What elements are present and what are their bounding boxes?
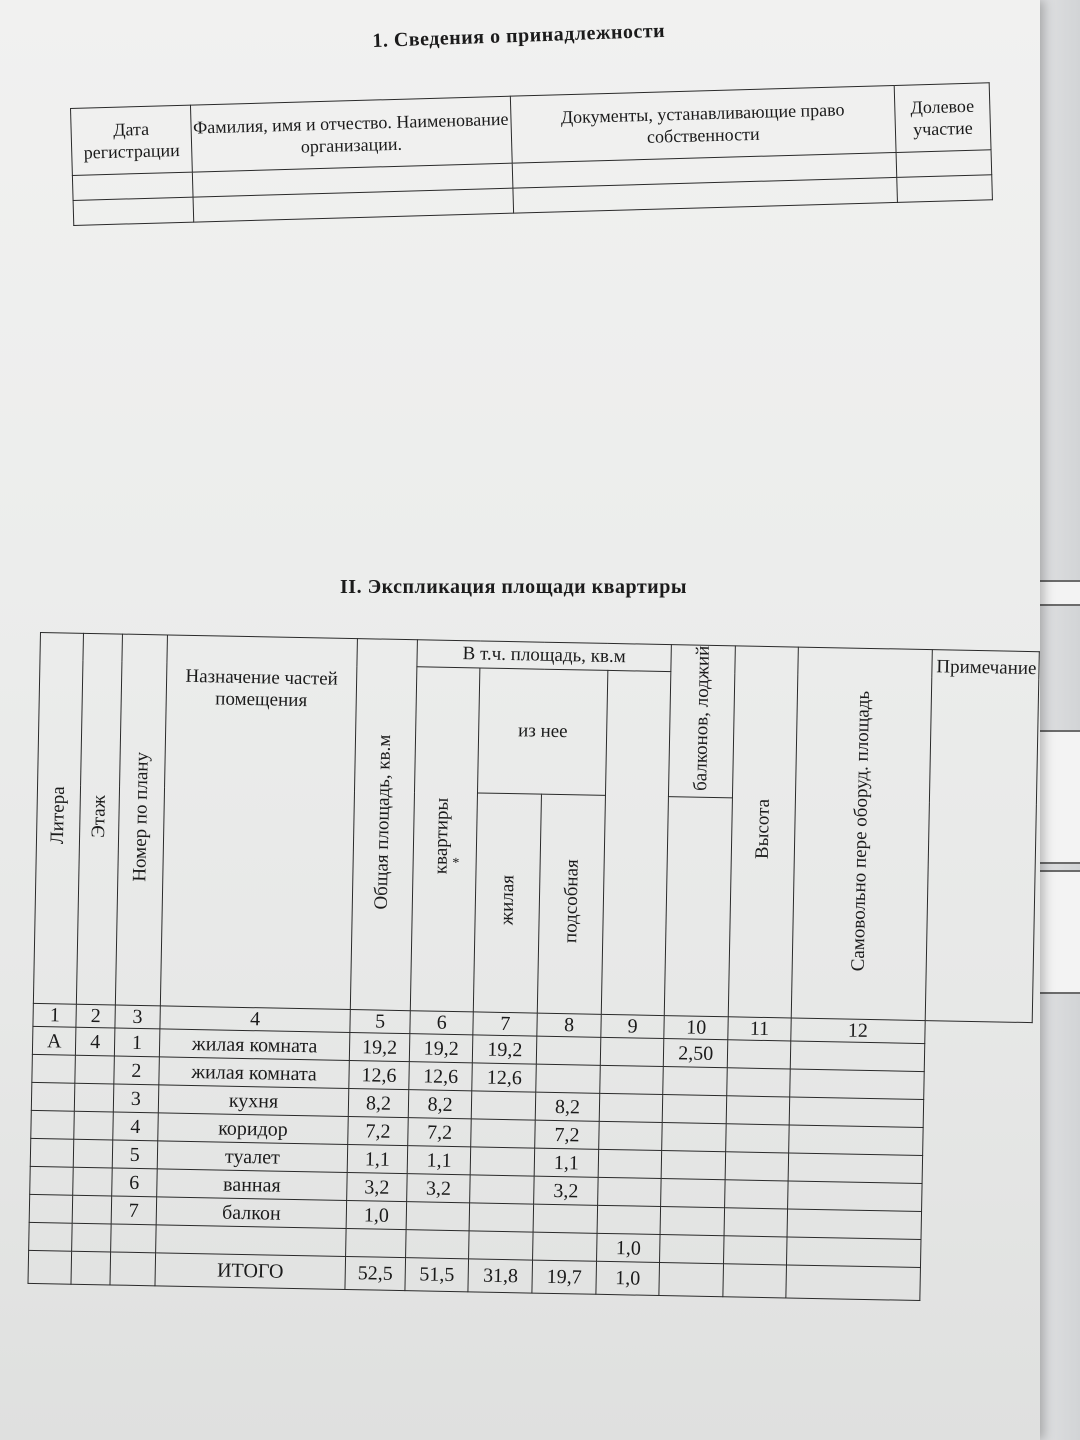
header-purpose: Назначение частей помещения xyxy=(160,635,357,1010)
cell-auxiliary-area xyxy=(533,1204,597,1233)
column-number: 2 xyxy=(76,1004,115,1028)
cell-auxiliary-area xyxy=(536,1036,600,1065)
cell-litera: А xyxy=(32,1027,76,1056)
cell-height xyxy=(662,1123,726,1152)
header-total-area: Общая площадь, кв.м xyxy=(350,639,417,1011)
cell-apartment-area xyxy=(405,1230,469,1259)
column-number: 6 xyxy=(410,1011,474,1035)
cell-litera xyxy=(32,1055,76,1084)
cell-plan-number: 3 xyxy=(113,1084,159,1113)
header-living-area: жилая xyxy=(474,793,542,1013)
cell-height xyxy=(661,1151,725,1180)
header-plan-number: Номер по плану xyxy=(115,634,167,1006)
cell-apartment-area: 8,2 xyxy=(408,1090,472,1119)
cell-balcony-area xyxy=(600,1038,664,1067)
cell-note xyxy=(786,1265,921,1301)
header-litera: Литера xyxy=(33,633,83,1005)
cell-unauthorized-area xyxy=(727,1068,790,1097)
cell-apartment-area: 12,6 xyxy=(409,1062,473,1091)
cell-plan-number xyxy=(110,1224,156,1253)
cell-balcony-area xyxy=(598,1150,662,1179)
total-label: ИТОГО xyxy=(155,1253,346,1290)
ownership-table xyxy=(70,82,993,226)
cell-living-area xyxy=(471,1147,535,1176)
column-number: 7 xyxy=(473,1012,537,1036)
cell-apartment-area: 7,2 xyxy=(407,1118,471,1147)
cell-living-area xyxy=(469,1231,533,1260)
cell-room-name: жилая комната xyxy=(159,1029,350,1061)
cell-balcony-area xyxy=(599,1094,663,1123)
cell-total-area: 8,2 xyxy=(348,1089,408,1118)
cell-floor xyxy=(75,1055,114,1084)
cell-room-name: туалет xyxy=(157,1141,348,1173)
cell-note xyxy=(787,1209,921,1240)
cell-note xyxy=(787,1181,921,1212)
cell-auxiliary-area: 8,2 xyxy=(535,1092,599,1121)
header-balconies: балконов, лоджий xyxy=(669,645,736,798)
section2-title: II. Экспликация площади квартиры xyxy=(340,576,687,598)
cell-height xyxy=(661,1179,725,1208)
cell-height xyxy=(659,1263,723,1297)
section1-title: 1. Сведения о принадлежности xyxy=(372,19,666,52)
cell-litera xyxy=(29,1223,73,1252)
header-incl-area: В т.ч. площадь, кв.м xyxy=(417,640,672,672)
total-balcony-area: 1,0 xyxy=(596,1262,660,1296)
cell-living-area xyxy=(470,1175,534,1204)
cell-floor xyxy=(74,1139,113,1168)
cell-unauthorized-area xyxy=(724,1236,787,1265)
column-number: 5 xyxy=(350,1010,410,1034)
cell-room-name: жилая комната xyxy=(159,1057,350,1089)
cell-total-area: 12,6 xyxy=(349,1061,409,1090)
header-floor: Этаж xyxy=(77,633,123,1005)
cell-living-area xyxy=(472,1091,536,1120)
cell-total-area: 3,2 xyxy=(347,1173,407,1202)
header-owner-name: Фамилия, имя и отчество. Наименование организации. xyxy=(190,96,511,172)
cell-total-area xyxy=(346,1229,406,1258)
header-apartment-area: квартиры* xyxy=(410,667,480,1012)
total-auxiliary-area: 19,7 xyxy=(532,1260,596,1294)
cell-unauthorized-area xyxy=(726,1096,789,1125)
total-area: 52,5 xyxy=(345,1257,405,1291)
cell-unauthorized-area xyxy=(727,1040,790,1069)
cell-floor xyxy=(72,1223,111,1252)
cell-living-area xyxy=(471,1119,535,1148)
cell-balcony-area xyxy=(597,1206,661,1235)
column-number: 1 xyxy=(33,1004,77,1028)
header-of-which: из нее xyxy=(478,668,608,796)
cell-plan-number: 1 xyxy=(114,1028,160,1057)
cell-living-area: 19,2 xyxy=(473,1035,537,1064)
cell-floor xyxy=(74,1111,113,1140)
header-ownership-documents: Документы, устанавливающие право собственности xyxy=(510,85,896,163)
cell-auxiliary-area: 3,2 xyxy=(534,1176,598,1205)
header-note: Примечание xyxy=(925,650,1039,1023)
cell-note xyxy=(788,1153,922,1184)
cell-total-area: 1,0 xyxy=(346,1201,406,1230)
cell-plan-number: 6 xyxy=(112,1168,158,1197)
header-registration-date: Дата регистрации xyxy=(71,105,193,175)
cell-balcony-area xyxy=(599,1122,663,1151)
cell-unauthorized-area xyxy=(725,1152,788,1181)
total-apartment-area: 51,5 xyxy=(405,1258,469,1292)
cell-litera xyxy=(30,1139,74,1168)
cell-auxiliary-area: 1,1 xyxy=(534,1148,598,1177)
area-explication-table xyxy=(27,632,1039,1303)
cell-living-area xyxy=(470,1203,534,1232)
cell-plan-number: 7 xyxy=(111,1196,157,1225)
header-share: Долевое участие xyxy=(894,83,991,153)
cell-litera xyxy=(28,1251,72,1285)
cell-total-area: 1,1 xyxy=(347,1145,407,1174)
cell-room-name: балкон xyxy=(156,1197,347,1229)
column-number: 10 xyxy=(664,1016,728,1040)
cell-plan-number: 5 xyxy=(112,1140,158,1169)
cell-note xyxy=(790,1041,924,1072)
cell-plan-number: 2 xyxy=(114,1056,160,1085)
header-height: Высота xyxy=(728,646,798,1018)
cell-floor xyxy=(75,1083,114,1112)
cell-plan-number xyxy=(110,1252,156,1286)
cell-litera xyxy=(31,1111,75,1140)
cell-room-name: коридор xyxy=(158,1113,349,1145)
column-number: 3 xyxy=(115,1005,160,1029)
cell-unauthorized-area xyxy=(726,1124,789,1153)
cell-apartment-area xyxy=(406,1202,470,1231)
total-living-area: 31,8 xyxy=(468,1259,532,1293)
cell-unauthorized-area xyxy=(725,1180,788,1209)
column-number: 4 xyxy=(160,1006,351,1033)
cell-height: 2,50 xyxy=(664,1039,728,1068)
cell-height xyxy=(660,1235,724,1264)
cell-litera xyxy=(31,1083,75,1112)
cell-living-area: 12,6 xyxy=(472,1063,536,1092)
cell-apartment-area: 1,1 xyxy=(407,1146,471,1175)
cell-room-name: ванная xyxy=(156,1169,347,1201)
cell-balcony-area xyxy=(600,1066,664,1095)
cell-total-area: 19,2 xyxy=(349,1033,409,1062)
column-number: 12 xyxy=(791,1018,925,1044)
cell-floor xyxy=(71,1251,110,1285)
cell-auxiliary-area xyxy=(536,1064,600,1093)
cell-room-name xyxy=(155,1225,346,1257)
column-number: 9 xyxy=(601,1015,665,1039)
cell-note xyxy=(786,1237,920,1268)
column-number: 8 xyxy=(537,1013,601,1037)
cell-total-area: 7,2 xyxy=(348,1117,408,1146)
cell-height xyxy=(660,1207,724,1236)
header-unauthorized-area: Самовольно пере оборуд. площадь xyxy=(791,647,932,1021)
cell-height xyxy=(663,1067,727,1096)
cell-height xyxy=(663,1095,727,1124)
cell-floor xyxy=(73,1167,112,1196)
cell-apartment-area: 3,2 xyxy=(406,1174,470,1203)
cell-apartment-area: 19,2 xyxy=(409,1034,473,1063)
cell-litera xyxy=(29,1195,73,1224)
cell-plan-number: 4 xyxy=(113,1112,159,1141)
cell-unauthorized-area xyxy=(723,1264,787,1298)
cell-note xyxy=(790,1069,924,1100)
cell-auxiliary-area xyxy=(533,1232,597,1261)
header-auxiliary-area: подсобная xyxy=(537,794,605,1014)
cell-room-name: кухня xyxy=(158,1085,349,1117)
column-number: 11 xyxy=(728,1017,791,1041)
cell-balcony-area xyxy=(597,1178,661,1207)
cell-unauthorized-area xyxy=(724,1208,787,1237)
cell-note xyxy=(789,1125,923,1156)
cell-note xyxy=(789,1097,923,1128)
cell-auxiliary-area: 7,2 xyxy=(535,1120,599,1149)
cell-litera xyxy=(30,1167,74,1196)
cell-floor: 4 xyxy=(76,1027,115,1056)
cell-floor xyxy=(73,1195,112,1224)
cell-balcony-area: 1,0 xyxy=(596,1234,660,1263)
